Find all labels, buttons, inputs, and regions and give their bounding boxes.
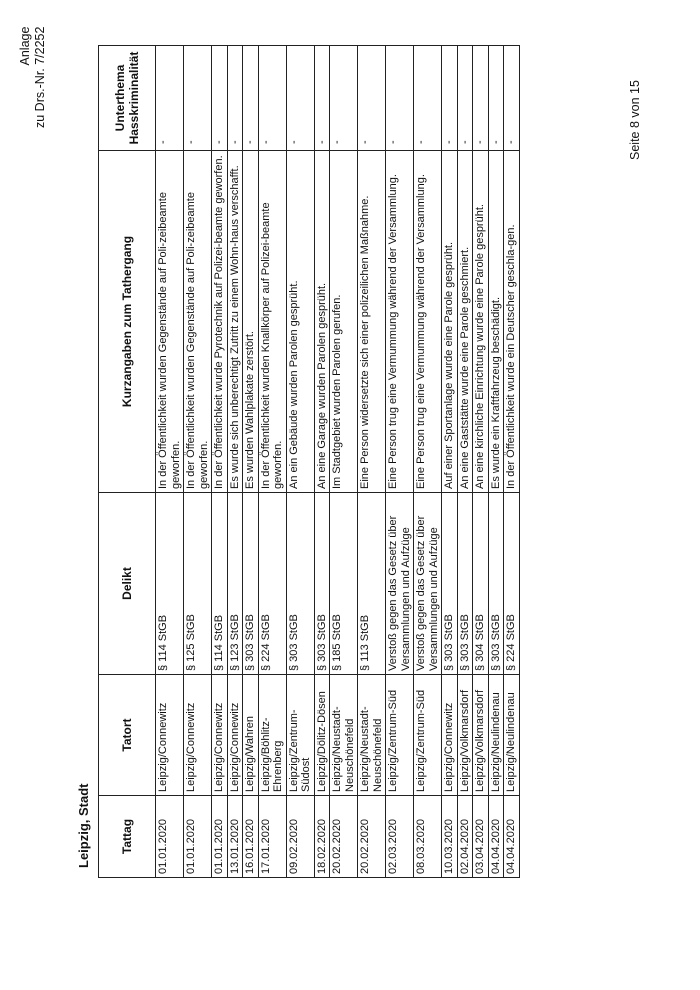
table-row <box>156 46 184 878</box>
cell-place: Leipzig/Connewitz <box>227 675 243 796</box>
cell-hate-crime: - <box>358 46 386 151</box>
cell-offense: § 123 StGB <box>227 493 243 675</box>
cell-date: 02.04.2020 <box>457 796 473 878</box>
cell-hate-crime: - <box>457 46 473 151</box>
cell-date: 13.01.2020 <box>227 796 243 878</box>
cell-date: 01.01.2020 <box>184 796 212 878</box>
cell-place: Leipzig/Connewitz <box>184 675 212 796</box>
cell-offense: § 224 StGB <box>258 493 286 675</box>
table-row <box>488 46 504 878</box>
cell-description: In der Öffentlichkeit wurde ein Deutscher geschla-gen. <box>504 151 520 493</box>
cell-date: 09.02.2020 <box>286 796 314 878</box>
cell-hate-crime: - <box>227 46 243 151</box>
annex-reference <box>18 27 48 128</box>
cell-date: 03.04.2020 <box>473 796 489 878</box>
column-header-date: Tattag <box>99 796 156 878</box>
page-number: Seite 8 von 15 <box>628 80 642 160</box>
cell-description: Eine Person widersetzte sich einer polizeilichen Maßnahme. <box>358 151 386 493</box>
annex-label: Anlage <box>18 26 32 66</box>
cell-date: 16.01.2020 <box>243 796 259 878</box>
table-row <box>386 46 414 878</box>
cell-hate-crime: - <box>314 46 330 151</box>
cell-description: In der Öffentlichkeit wurde Pyrotechnik auf Polizei-beamte geworfen. <box>212 151 228 493</box>
cell-date: 04.04.2020 <box>504 796 520 878</box>
cell-offense: § 114 StGB <box>212 493 228 675</box>
cell-description: Eine Person trug eine Vermummung während der Versammlung. <box>414 151 442 493</box>
cell-hate-crime: - <box>442 46 458 151</box>
cell-offense: § 224 StGB <box>504 493 520 675</box>
cell-description: Eine Person trug eine Vermummung während der Versammlung. <box>386 151 414 493</box>
cell-place: Leipzig/Volkmarsdorf <box>457 675 473 796</box>
table-row <box>258 46 286 878</box>
cell-description: In der Öffentlichkeit wurden Gegenstände auf Poli-zeibeamte geworfen. <box>156 151 184 493</box>
cell-description: In der Öffentlichkeit wurden Gegenstände auf Poli-zeibeamte geworfen. <box>184 151 212 493</box>
cell-hate-crime: - <box>184 46 212 151</box>
cell-place: Leipzig/Neulindenau <box>504 675 520 796</box>
column-header-offense: Delikt <box>99 493 156 675</box>
cell-offense: § 113 StGB <box>358 493 386 675</box>
cell-place: Leipzig/Zentrum-Süd <box>414 675 442 796</box>
table-row <box>212 46 228 878</box>
cell-place: Leipzig/Connewitz <box>442 675 458 796</box>
cell-hate-crime: - <box>414 46 442 151</box>
cell-place: Leipzig/Zentrum-Süd <box>386 675 414 796</box>
cell-date: 01.01.2020 <box>212 796 228 878</box>
column-header-description: Kurzangaben zum Tathergang <box>99 151 156 493</box>
cell-place: Leipzig/Neustadt-Neuschönefeld <box>358 675 386 796</box>
cell-place: Leipzig/Dölitz-Dösen <box>314 675 330 796</box>
region-title: Leipzig, Stadt <box>76 783 91 868</box>
cell-description: An ein Gebäude wurden Parolen gesprüht. <box>286 151 314 493</box>
table-row <box>473 46 489 878</box>
table-row <box>358 46 386 878</box>
cell-hate-crime: - <box>212 46 228 151</box>
cell-hate-crime: - <box>258 46 286 151</box>
cell-place: Leipzig/Connewitz <box>212 675 228 796</box>
table-row <box>286 46 314 878</box>
cell-offense: § 303 StGB <box>457 493 473 675</box>
cell-place: Leipzig/Neulindenau <box>488 675 504 796</box>
table-row <box>184 46 212 878</box>
cell-place: Leipzig/Volkmarsdorf <box>473 675 489 796</box>
cell-offense: § 304 StGB <box>473 493 489 675</box>
cell-place: Leipzig/Böhlitz-Ehrenberg <box>258 675 286 796</box>
table-header-row <box>99 46 156 878</box>
cell-offense: § 114 StGB <box>156 493 184 675</box>
column-header-hate-crime: Unterthema Hasskriminalität <box>99 46 156 151</box>
cell-date: 01.01.2020 <box>156 796 184 878</box>
cell-description: In der Öffentlichkeit wurden Knallkörper auf Polizei-beamte geworfen. <box>258 151 286 493</box>
cell-date: 18.02.2020 <box>314 796 330 878</box>
cell-offense: § 185 StGB <box>330 493 358 675</box>
cell-date: 20.02.2020 <box>358 796 386 878</box>
cell-description: Es wurde sich unberechtigt Zutritt zu einem Wohn-haus verschafft. <box>227 151 243 493</box>
table-row <box>457 46 473 878</box>
cell-description: An eine kirchliche Einrichtung wurde eine Parole gesprüht. <box>473 151 489 493</box>
table-row <box>442 46 458 878</box>
cell-date: 08.03.2020 <box>414 796 442 878</box>
cell-offense: Verstoß gegen das Gesetz über Versammlungen und Aufzüge <box>414 493 442 675</box>
table-row <box>243 46 259 878</box>
offense-table <box>98 45 520 878</box>
cell-offense: Verstoß gegen das Gesetz über Versammlungen und Aufzüge <box>386 493 414 675</box>
cell-hate-crime: - <box>330 46 358 151</box>
cell-date: 17.01.2020 <box>258 796 286 878</box>
column-header-place: Tatort <box>99 675 156 796</box>
cell-hate-crime: - <box>243 46 259 151</box>
cell-place: Leipzig/Zentrum-Südost <box>286 675 314 796</box>
cell-place: Leipzig/Neustadt-Neuschönefeld <box>330 675 358 796</box>
cell-hate-crime: - <box>504 46 520 151</box>
table-row <box>504 46 520 878</box>
cell-offense: § 303 StGB <box>442 493 458 675</box>
cell-description: An eine Gaststätte wurde eine Parole geschmiert. <box>457 151 473 493</box>
cell-offense: § 303 StGB <box>314 493 330 675</box>
table-row <box>314 46 330 878</box>
cell-description: Es wurden Wahlplakate zerstört. <box>243 151 259 493</box>
table-body <box>156 46 520 878</box>
cell-date: 02.03.2020 <box>386 796 414 878</box>
cell-hate-crime: - <box>386 46 414 151</box>
cell-description: Es wurde ein Kraftfahrzeug beschädigt. <box>488 151 504 493</box>
document-number: zu Drs.-Nr. 7/2252 <box>33 26 47 128</box>
cell-description: Im Stadtgebiet wurden Parolen gerufen. <box>330 151 358 493</box>
table-row <box>414 46 442 878</box>
cell-offense: § 303 StGB <box>286 493 314 675</box>
table-row <box>227 46 243 878</box>
cell-hate-crime: - <box>156 46 184 151</box>
cell-offense: § 303 StGB <box>488 493 504 675</box>
cell-place: Leipzig/Wahren <box>243 675 259 796</box>
cell-hate-crime: - <box>473 46 489 151</box>
cell-description: Auf einer Sportanlage wurde eine Parole gesprüht. <box>442 151 458 493</box>
cell-hate-crime: - <box>488 46 504 151</box>
cell-offense: § 303 StGB <box>243 493 259 675</box>
cell-place: Leipzig/Connewitz <box>156 675 184 796</box>
cell-date: 20.02.2020 <box>330 796 358 878</box>
cell-date: 10.03.2020 <box>442 796 458 878</box>
cell-hate-crime: - <box>286 46 314 151</box>
cell-offense: § 125 StGB <box>184 493 212 675</box>
cell-description: An eine Garage wurden Parolen gesprüht. <box>314 151 330 493</box>
table-row <box>330 46 358 878</box>
cell-date: 04.04.2020 <box>488 796 504 878</box>
